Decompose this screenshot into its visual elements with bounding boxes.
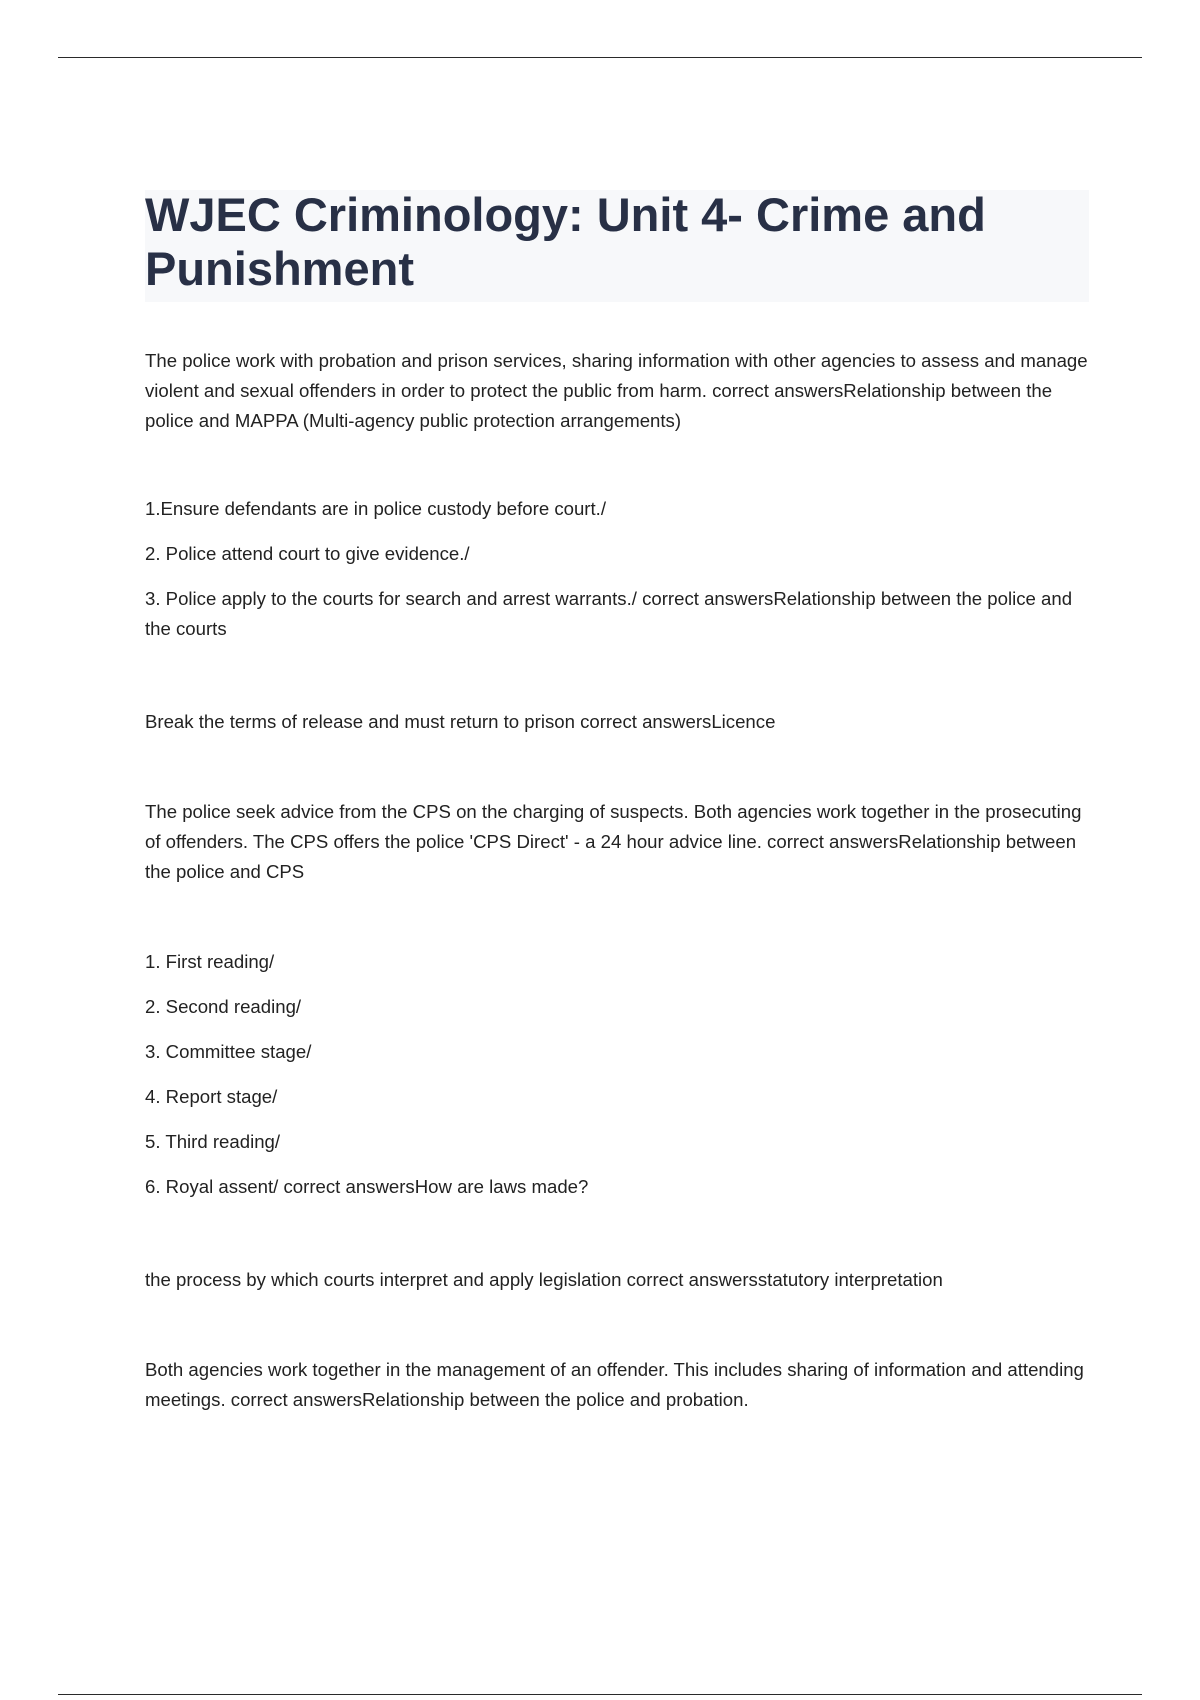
entry-laws-list (145, 947, 1090, 1217)
top-rule (58, 57, 1142, 58)
entry-statutory-interpretation: the process by which courts interpret and apply legislation correct answersstatutory interpretation (145, 1269, 943, 1290)
list-item: 2. Second reading/ (145, 996, 302, 1017)
entry-mappa: The police work with probation and prison services, sharing information with other agencies to assess and manage violent and sexual offenders in order to protect the public from harm. correct answersRelationship between the police and MAPPA (Multi-agency public protection arrangements) (145, 350, 1088, 431)
list-item: 4. Report stage/ (145, 1086, 278, 1107)
entry-probation: Both agencies work together in the management of an offender. This includes sharing of information and attending meetings. correct answersRelationship between the police and probation. (145, 1359, 1084, 1410)
list-item: 6. Royal assent/ correct answersHow are laws made? (145, 1176, 589, 1197)
list-item: 1. First reading/ (145, 951, 275, 972)
list-item: 2. Police attend court to give evidence./ (145, 543, 470, 564)
entry-cps: The police seek advice from the CPS on the charging of suspects. Both agencies work together in the prosecuting of offenders. The CPS offers the police 'CPS Direct' - a 24 hour advice line. correct answersRelationship between the police and CPS (145, 801, 1082, 882)
list-item: 3. Committee stage/ (145, 1041, 312, 1062)
document-title: WJEC Criminology: Unit 4- Crime and Punishment (145, 188, 986, 295)
bottom-rule (58, 1694, 1142, 1695)
list-item: 5. Third reading/ (145, 1131, 281, 1152)
list-item: 3. Police apply to the courts for search and arrest warrants./ correct answersRelationship between the police and the courts (145, 588, 1073, 639)
entry-licence: Break the terms of release and must return to prison correct answersLicence (145, 711, 776, 732)
list-item: 1.Ensure defendants are in police custody before court./ (145, 498, 606, 519)
entry-courts-list (145, 494, 1090, 659)
